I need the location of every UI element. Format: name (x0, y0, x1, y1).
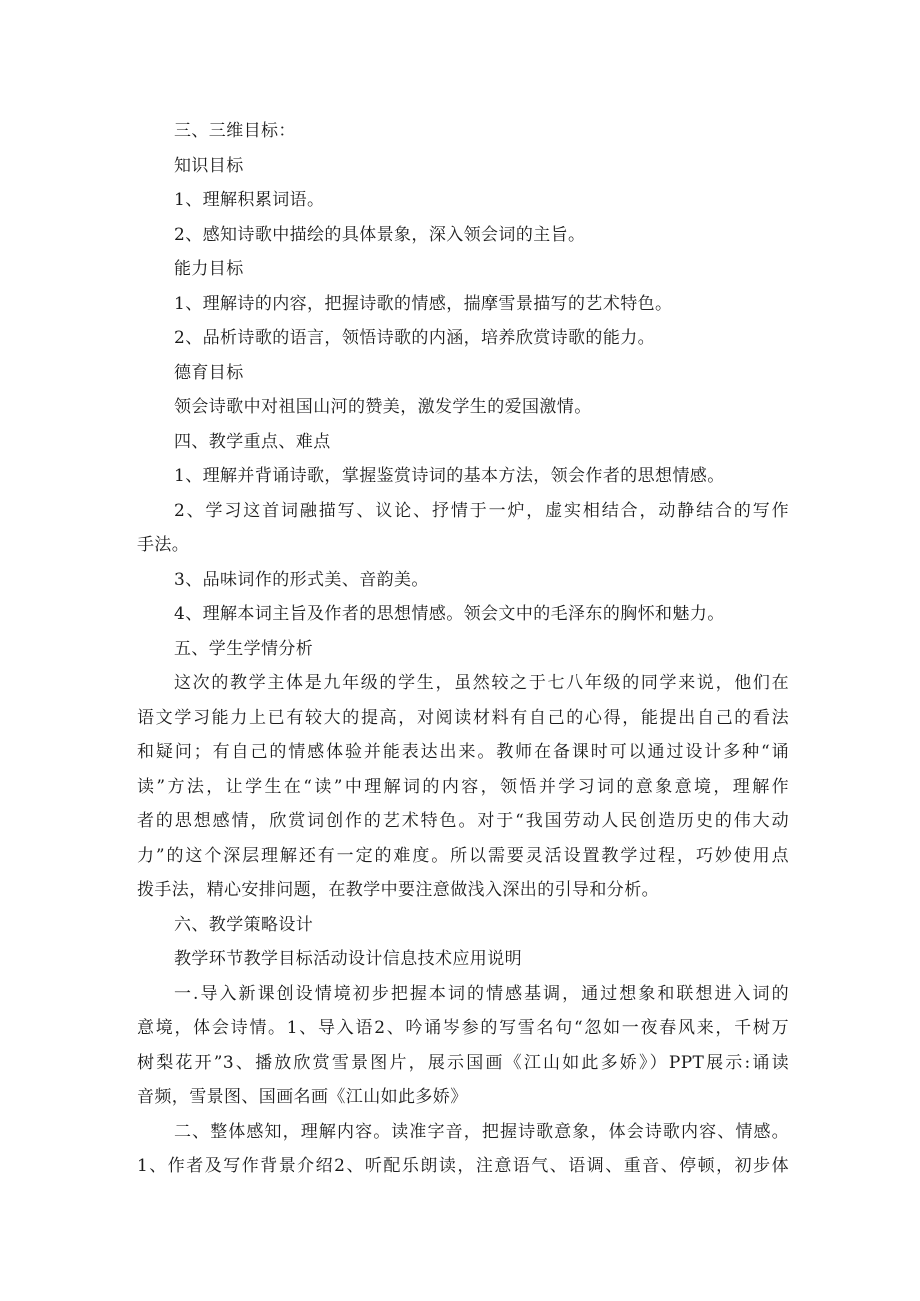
paragraph-line: 者的思想感情，欣赏词创作的艺术特色。对于“我国劳动人民创造历史的伟大动 (137, 811, 789, 831)
section-heading-strategy: 六、教学策略设计 (174, 914, 314, 935)
paragraph-line: 领会诗歌中对祖国山河的赞美，激发学生的爱国激情。 (174, 397, 592, 417)
paragraph-line: 树梨花开”3、播放欣赏雪景图片，展示国画《江山如此多娇》）PPT展示:诵读 (137, 1052, 789, 1073)
paragraph-line: 读”方法，让学生在“读”中理解词的内容，领悟并学习词的意象意境，理解作 (137, 776, 789, 797)
list-item: 3、品味词作的形式美、音韵美。 (174, 569, 429, 590)
list-item: 1、理解并背诵诗歌，掌握鉴赏诗词的基本方法，领会作者的思想情感。 (174, 466, 725, 486)
paragraph-line: 拨手法，精心安排问题，在教学中要注意做浅入深出的引导和分析。 (137, 880, 659, 900)
section-heading-objectives: 三、三维目标： (174, 121, 296, 141)
paragraph-line: 这次的教学主体是九年级的学生，虽然较之于七八年级的同学来说，他们在 (174, 673, 789, 693)
paragraph-line: 力”的这个深层理解还有一定的难度。所以需要灵活设置教学过程，巧妙使用点 (137, 845, 789, 866)
list-item-continuation: 手法。 (137, 535, 190, 555)
subheading-moral-goals: 德育目标 (174, 362, 244, 383)
list-item: 4、理解本词主旨及作者的思想情感。领会文中的毛泽东的胸怀和魅力。 (174, 604, 725, 624)
subheading-ability-goals: 能力目标 (174, 259, 244, 279)
section-heading-key-points: 四、教学重点、难点 (174, 431, 331, 452)
paragraph-line: 教学环节教学目标活动设计信息技术应用说明 (174, 949, 522, 969)
paragraph-line: 1、作者及写作背景介绍2、听配乐朗读，注意语气、语调、重音、停顿，初步体 (137, 1156, 789, 1176)
paragraph-line: 二、整体感知，理解内容。读准字音，把握诗歌意象，体会诗歌内容、情感。 (174, 1121, 789, 1142)
list-item: 1、理解诗的内容，把握诗歌的情感，揣摩雪景描写的艺术特色。 (174, 293, 673, 314)
list-item: 1、理解积累词语。 (174, 190, 325, 210)
list-item: 2、感知诗歌中描绘的具体景象，深入领会词的主旨。 (174, 224, 586, 245)
paragraph-line: 语文学习能力上已有较大的提高，对阅读材料有自己的心得，能提出自己的看法 (137, 707, 789, 728)
paragraph-line: 音频，雪景图、国画名画《江山如此多娇》 (137, 1087, 468, 1107)
paragraph-line: 和疑问；有自己的情感体验并能表达出来。教师在备课时可以通过设计多种“诵 (137, 742, 789, 762)
list-item: 2、学习这首词融描写、议论、抒情于一炉，虚实相结合，动静结合的写作 (174, 500, 789, 521)
document-body (137, 114, 789, 1184)
list-item: 2、品析诗歌的语言，领悟诗歌的内涵，培养欣赏诗歌的能力。 (174, 328, 656, 348)
section-heading-student-analysis: 五、学生学情分析 (174, 638, 314, 659)
paragraph-line: 意境，体会诗情。1、导入语2、吟诵岑参的写雪名句“忽如一夜春风来，千树万 (137, 1018, 789, 1038)
paragraph-line: 一.导入新课创设情境初步把握本词的情感基调，通过想象和联想进入词的 (174, 983, 789, 1004)
subheading-knowledge-goals: 知识目标 (174, 155, 244, 176)
